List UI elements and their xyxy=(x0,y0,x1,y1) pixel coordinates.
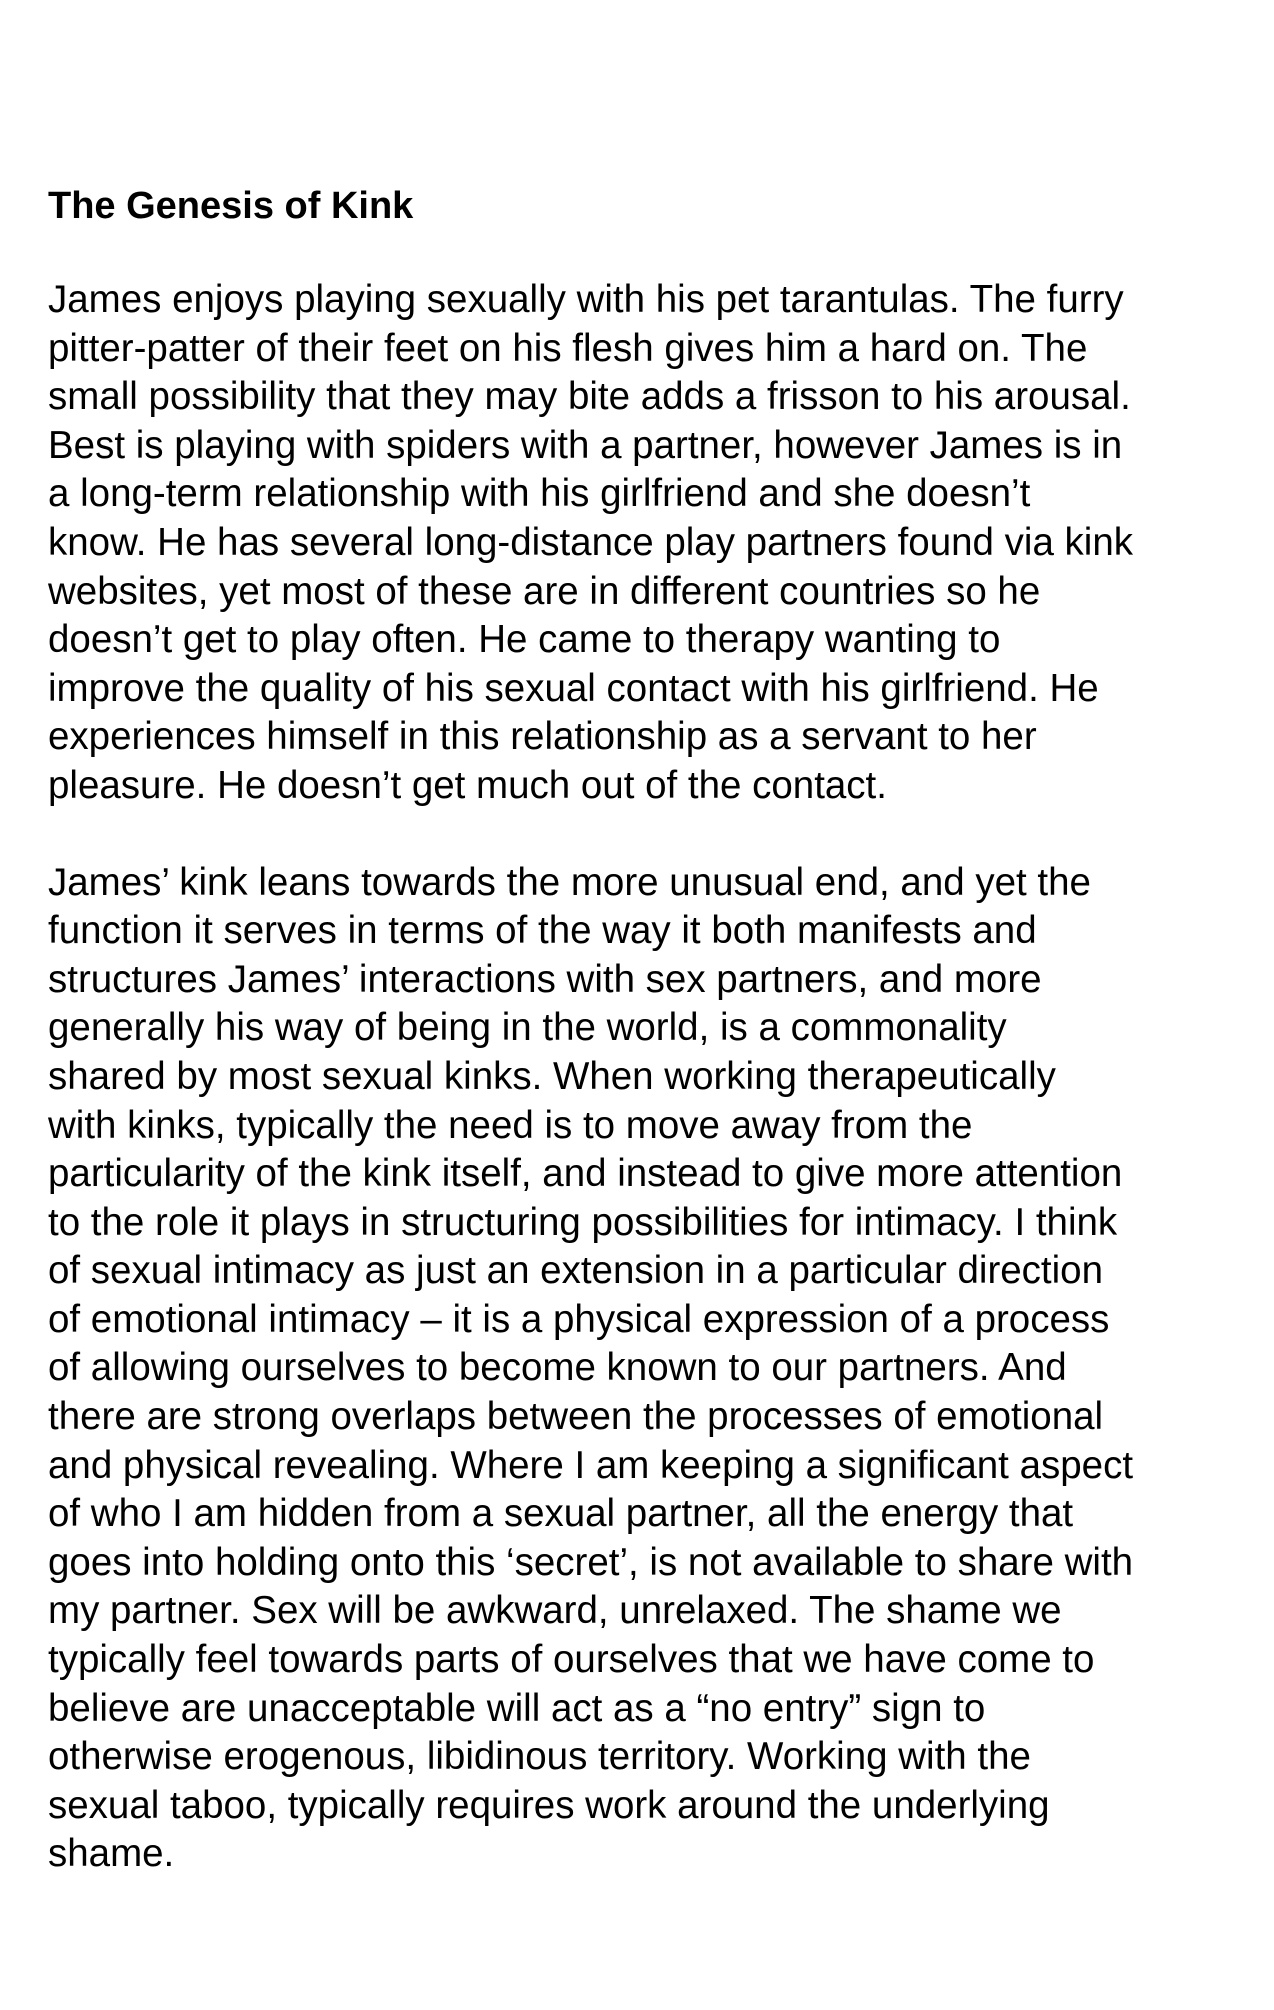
paragraph-2-line: of who I am hidden from a sexual partner, all the energy that xyxy=(48,1492,1074,1536)
paragraph-2-line: there are strong overlaps between the processes of emotional xyxy=(48,1395,1104,1439)
paragraph-1-line: Best is playing with spiders with a partner, however James is in xyxy=(48,423,1123,467)
paragraph-2-line: typically feel towards parts of ourselves that we have come to xyxy=(48,1638,1095,1682)
paragraph-2-line: of allowing ourselves to become known to our partners. And xyxy=(48,1346,1067,1390)
paragraph-2-line: generally his way of being in the world, is a commonality xyxy=(48,1006,1007,1050)
paragraph-1-line: pleasure. He doesn’t get much out of the contact. xyxy=(48,763,887,807)
paragraph-2-line: with kinks, typically the need is to move away from the xyxy=(48,1103,973,1147)
paragraph-1-line: small possibility that they may bite adds a frisson to his arousal. xyxy=(48,375,1131,419)
paragraph-1-line: improve the quality of his sexual contact with his girlfriend. He xyxy=(48,666,1099,710)
paragraph-2-line: shame. xyxy=(48,1832,175,1876)
paragraph-2-line: to the role it plays in structuring possibilities for intimacy. I think xyxy=(48,1200,1118,1244)
document-page xyxy=(48,182,1248,1927)
paragraph-2-line: of sexual intimacy as just an extension in a particular direction xyxy=(48,1249,1104,1293)
paragraph-1-line: pitter-patter of their feet on his flesh gives him a hard on. The xyxy=(48,326,1088,370)
paragraph-2-line: my partner. Sex will be awkward, unrelaxed. The shame we xyxy=(48,1589,1062,1633)
paragraph-1-line: doesn’t get to play often. He came to therapy wanting to xyxy=(48,618,1001,662)
paragraph-2-line: and physical revealing. Where I am keeping a significant aspect xyxy=(48,1443,1134,1487)
paragraph-2-line: structures James’ interactions with sex partners, and more xyxy=(48,957,1042,1001)
paragraph-2-line: believe are unacceptable will act as a “no entry” sign to xyxy=(48,1686,986,1730)
paragraph-1-line: experiences himself in this relationship as a servant to her xyxy=(48,715,1037,759)
paragraph-2-line: shared by most sexual kinks. When working therapeutically xyxy=(48,1054,1056,1098)
paragraph-2 xyxy=(48,859,1248,1879)
document-title: The Genesis of Kink xyxy=(48,185,414,227)
paragraph-1-line: a long-term relationship with his girlfriend and she doesn’t xyxy=(48,472,1031,516)
paragraph-2-line: goes into holding onto this ‘secret’, is not available to share with xyxy=(48,1540,1134,1584)
paragraph-1-line: websites, yet most of these are in different countries so he xyxy=(48,569,1041,613)
paragraph-2-line: otherwise erogenous, libidinous territory. Working with the xyxy=(48,1735,1031,1779)
paragraph-1-line: know. He has several long-distance play partners found via kink xyxy=(48,520,1134,564)
paragraph-1 xyxy=(48,276,1248,811)
paragraph-2-line: function it serves in terms of the way it both manifests and xyxy=(48,909,1037,953)
paragraph-2-line: of emotional intimacy – it is a physical expression of a process xyxy=(48,1297,1110,1341)
paragraph-1-line: James enjoys playing sexually with his pet tarantulas. The furry xyxy=(48,278,1124,321)
paragraph-2-line: sexual taboo, typically requires work around the underlying xyxy=(48,1783,1050,1827)
paragraph-2-line: James’ kink leans towards the more unusual end, and yet the xyxy=(48,860,1091,904)
paragraph-2-line: particularity of the kink itself, and instead to give more attention xyxy=(48,1152,1123,1196)
